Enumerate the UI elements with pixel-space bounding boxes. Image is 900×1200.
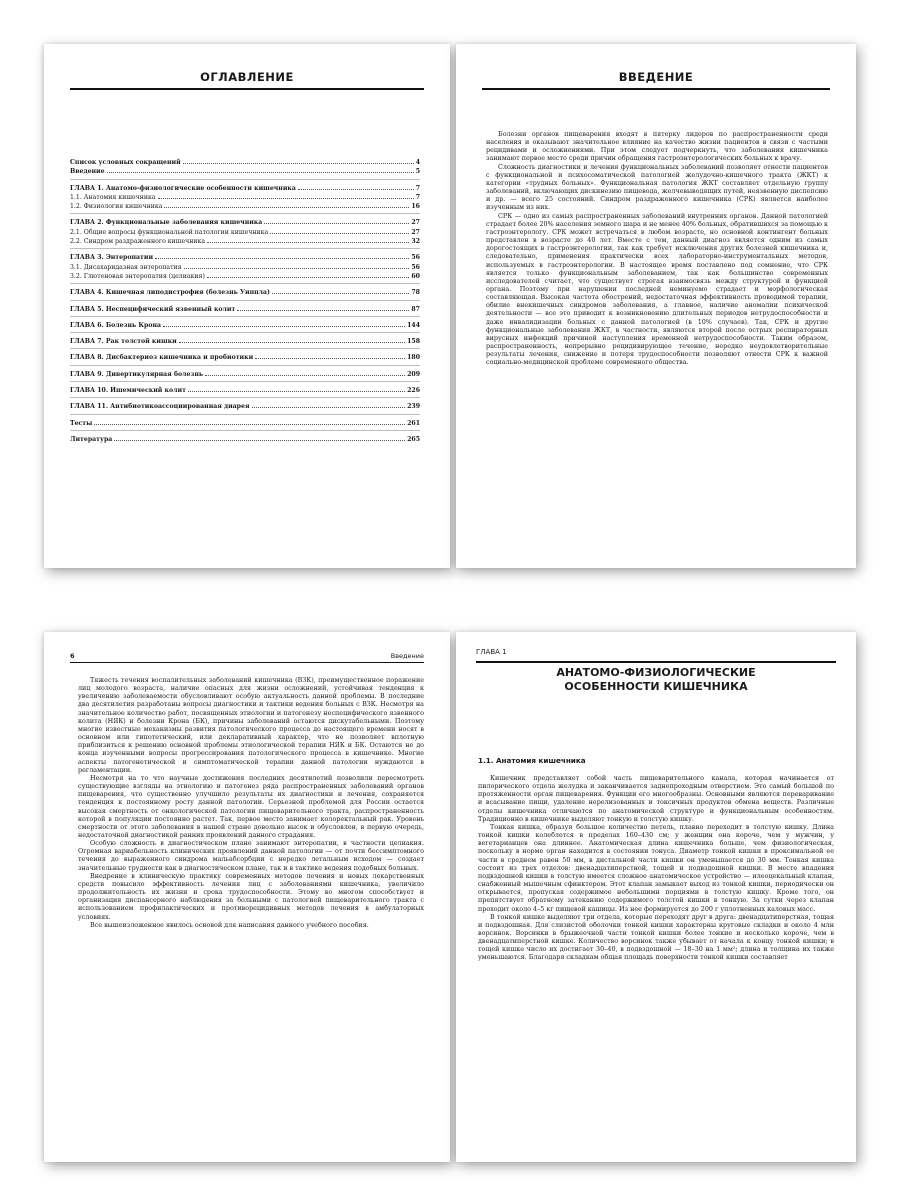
toc-entry[interactable] [70,184,420,193]
chapter1-paragraph: Тонкая кишка, образуя большое количество петель, плавно переходит в толстую кишку. Длина тонкой кишки колеблется в пределах 160–430 см; у женщин она короче, чем у мужчин, у вегетарианцев она длиннее. Анатомическая длина кишечника больше, чем физиологическая, поскольку в норме орган находится в состоянии тонуса. Диаметр тонкой кишки в проксимальной ее части в среднем равен 50 мм, в дистальной части кишки он уменьшается до 30 мм. Тонкая кишка состоит из трех отделов: двенадцатиперстной, тощей и подвздошной кишки. В месте впадения подвздошной кишки в толстую имеется сложное анатомическое устройство — илеоцекальный клапан, снабженный мышечным сфинктером. Этот клапан замыкает выход из тонкой кишки, периодически он открывается, пропуская содержимое небольшими порциями в толстую кишку. Кроме того, он препятствует обратному затеканию содержимого толстой кишки в тонкую. За сутки через клапан проходит около 4–5 кг пищевой кашицы. Из нее формируется до 200 г уплотненных каловых масс. [478,822,834,913]
toc-entry-title: ГЛАВА 4. Кишечная липодистрофия (болезнь Уиппла) [70,289,270,297]
toc-entry-page: 261 [407,419,420,427]
toc-leader-dots [188,386,405,392]
toc-entry-title: ГЛАВА 5. Неспецифический язвенный колит [70,305,236,313]
toc-entry-page: 32 [411,238,420,246]
toc-leader-dots [155,253,409,259]
intro-paragraph: Сложность диагностики и лечения функциональных заболеваний позволяет отнести пациентов с функциональной и психосоматической патологией желудочно-кишечного тракта (ЖКТ) к категории «трудных больных». Функциональная патология ЖКТ составляет отдельную группу заболеваний, включающих дискинезию пищевода, желчевыводящих путей, неязвенную диспепсию и др. — всего 25 состояний. Синдром раздраженного кишечника (СРК) является наиболее изученным из них. [486,162,828,212]
toc-leader-dots [252,402,406,408]
toc-entry-page: 56 [411,263,420,271]
toc-entry[interactable] [70,167,420,176]
running-head-title: Введение [390,652,424,660]
toc-entry[interactable] [70,402,420,411]
toc-entry-title: Литература [70,435,113,443]
intro-paragraph: Болезни органов пищеварения входят в пятерку лидеров по распространенности среди населения и оказывают значительное влияние на качество жизни пациентов в связи с частыми рецидивами и осложнениями. При этом следует подчеркнуть, что заболевания кишечника занимают первое место среди причин обращения гастроэнтерологических больных к врачу. [486,130,828,163]
toc-leader-dots [207,272,410,278]
toc-entry[interactable] [70,353,420,362]
toc-entry[interactable] [70,370,420,379]
toc-divider [70,348,420,352]
toc-entry-page: 7 [415,184,420,192]
toc-divider [70,316,420,320]
toc-entry-page: 158 [407,338,420,346]
toc-entry[interactable] [70,419,420,428]
toc-leader-dots [107,167,414,173]
toc-entry-title: 2.1. Общие вопросы функциональной патологии кишечника [70,228,269,236]
toc-leader-dots [272,288,409,294]
toc-entry-title: ГЛАВА 2. Функциональные заболевания кишечника [70,219,263,227]
toc-leader-dots [163,321,405,327]
toc-entry[interactable] [70,337,420,346]
toc-divider [70,213,420,217]
toc-entry-page: 60 [411,272,420,280]
toc-leader-dots [94,419,405,425]
toc-entry-title: Тесты [70,419,93,427]
toc-entry-title: ГЛАВА 11. Антибиотикоассоциированная диарея [70,403,250,411]
chapter1-paragraph: Кишечник представляет собой часть пищеварительного канала, которая начинается от пилорического отдела желудка и заканчивается заднепроходным отверстием. Это самый большой по протяженности орган пищеварения. Функции его многообразны. Основными являются переваривание и всасывание пищи, удаление нерелизованных и токсичных продуктов обмена веществ. Различные отделы кишечника отличаются по анатомической структуре и функциональным особенностям. Традиционно в кишечнике выделяют тонкую и толстую кишку. [478,774,834,823]
chapter-title-line: АНАТОМО-ФИЗИОЛОГИЧЕСКИЕ [556,666,756,679]
toc-entry-title: ГЛАВА 7. Рак толстой кишки [70,338,177,346]
toc-entry-title: 3.1. Дисахаридазная энтеропатия [70,263,182,271]
toc-entry[interactable] [70,321,420,330]
toc-entry-page: 16 [411,203,420,211]
toc-entry-title: ГЛАВА 1. Анатомо-физиологические особенности кишечника [70,184,296,192]
toc-entry-page: 180 [407,354,420,362]
toc-divider [70,381,420,385]
toc-leader-dots [179,337,405,343]
intro-page [456,44,856,568]
toc-leader-dots [114,435,405,441]
toc-entry-title: ГЛАВА 3. Энтеропатии [70,254,154,262]
toc-entry-page: 226 [407,387,420,395]
section-title: 1.1. Анатомия кишечника [478,756,586,765]
chapter1-paragraph: В тонкой кишке выделяют три отдела, которые переходят друг в друга: двенадцатиперстная, тощая и подвздошная. Для слизистой оболочки тонкой кишки характерны круговые складки и около 4 млн ворсинок. Ворсинки в брыжеечной части тонкой кишки более тонкие и несколько короче, чем в двенадцатиперстной кишке. Количество ворсинок также убывает от начала к концу тонкой кишки; в тощей кишке число их достигает 30–40, в подвздошной — 18–30 на 1 мм²; длина и толщина их также уменьшаются. Благодаря складкам общая площадь поверхности тонкой кишки составляет [478,912,834,962]
toc-entry-title: Введение [70,168,105,176]
toc-entry-title: Список условных сокращений [70,159,181,166]
chapter-title [476,666,836,694]
toc-entry[interactable] [70,272,420,281]
toc-entry[interactable] [70,386,420,395]
toc-divider [70,248,420,252]
toc-leader-dots [255,353,405,359]
toc-entry[interactable] [70,288,420,297]
toc-divider [70,414,420,418]
toc-entry[interactable] [70,193,420,202]
toc-leader-dots [183,158,414,164]
toc-leader-dots [207,237,409,243]
toc-entry-title: ГЛАВА 9. Дивертикулярная болезнь [70,370,204,378]
intro-heading: ВВЕДЕНИЕ [482,70,830,90]
toc-entry-page: 27 [411,228,420,236]
toc-entry[interactable] [70,202,420,211]
toc-entry-title: ГЛАВА 6. Болезнь Крона [70,321,161,329]
toc-entry-page: 265 [407,435,420,443]
intro-cont-page [44,632,450,1162]
intro-cont-paragraph: Особую сложность в диагностическом плане занимают энтеропатии, в частности целиакия. Огромная вариабельность клинических проявлений данной патологии — от почти бессимптомного течения до выраженного синдрома мальабсорбции с нередко летальным исходом — создает значительные трудности как в диагностическом плане, так и в тактике ведения подобных больных. [78,839,424,872]
toc-page [44,44,450,568]
toc-entry-page: 4 [415,159,420,166]
toc-leader-dots [158,193,414,199]
toc-divider [70,179,420,183]
toc-entry-page: 239 [407,403,420,411]
intro-text [486,130,828,367]
toc-entry-title: ГЛАВА 10. Ишемический колит [70,387,186,395]
toc-leader-dots [164,202,409,208]
page-number: 6 [70,652,75,660]
intro-cont-paragraph: Тяжесть течения воспалительных заболеваний кишечника (ВЗК), преимущественное поражение лиц молодого возраста, наличие опасных для жизни осложнений, устойчивая тенденция к увеличению заболеваемости обусловливают особую актуальность данной проблемы. В последние два десятилетия разработаны вопросы диагностики и тактики ведения больных с ВЗК. Несмотря на значительное количество работ, посвященных этиологии и патогенезу неспецифического язвенного колита (НЯК) и болезни Крона (БК), причины заболеваний остаются дискутабельными. Поэтому многие известные механизмы развития патологического процесса до настоящего времени носят в основном или гипотетический, или декларативный характер, что не позволяет вплотную приблизиться к решению основной проблемы этиологической терапии НЯК и БК. Остаются не до конца изученными вопросы прогрессирования патологического процесса в кишечнике. Многие аспекты патогенетической и симптоматической терапии данной патологии нуждаются в регламентации. [78,676,424,774]
toc-leader-dots [237,305,409,311]
intro-cont-paragraph: Несмотря на то что научные достижения последних десятилетий позволили пересмотреть существующие взгляды на этиологию и патогенез ряда распространенных заболеваний органов пищеварения, что существенно улучшило результаты их диагностики и лечения, сохраняется тенденция к постоянному росту данной патологии. Серьезной проблемой для России остается высокая смертность от онкологической патологии пищеварительного тракта, распространенность которой в популяции постоянно растет. Так, первое место занимает колоректальный рак. Уровень смертности от этого заболевания в нашей стране довольно высок и обусловлен, в первую очередь, недостаточной диагностикой ранних проявлений данного страдания. [78,773,424,839]
toc-leader-dots [298,184,414,190]
running-head [70,652,424,663]
chapter-title-line: ОСОБЕННОСТИ КИШЕЧНИКА [564,680,748,693]
toc-entry[interactable] [70,263,420,272]
toc-heading: ОГЛАВЛЕНИЕ [70,70,424,90]
toc-entry-page: 78 [411,289,420,297]
intro-cont-paragraph: Внедрение в клиническую практику современных методов лечения и новых лекарственных средств повысило эффективность лечения лиц с заболеваниями кишечника, увеличило продолжительность их жизни и срока трудоспособности. Этому во многом способствует и организация диспансерного наблюдения за больными с патологией пищеварительного тракта с использованием профилактических и противорецидивных методов лечения в амбулаторных условиях. [78,871,424,921]
toc-divider [70,430,420,434]
chapter-label: ГЛАВА 1 [476,648,507,656]
toc-leader-dots [264,218,409,224]
toc-leader-dots [205,370,405,376]
toc-leader-dots [270,228,409,234]
toc-entry-page: 7 [415,193,420,201]
toc-entry-title: 2.2. Синдром раздраженного кишечника [70,238,206,246]
toc-entry[interactable] [70,305,420,314]
intro-paragraph: СРК — одно из самых распространенных заболеваний внутренних органов. Данной патологией страдает более 20% населения земного шара и не менее 40% больных, обратившихся за помощью к гастроэнтерологу. СРК может встречаться в любом возрасте, но основной контингент больных представлен в возрасте до 40 лет. Вместе с тем, данный диагноз является одним из самых дорогостоящих в гастроэнтерологии, так как требует исключения других болезней кишечника и, следовательно, применения практически всех лабораторно-инструментальных методов, используемых в гастроэнтерологии. В настоящее время поставлено под сомнение, что СРК является только функциональным заболеванием, так как большинство современных исследователей считает, что существует строгая взаимосвязь между структурой и функцией органа. Поэтому при нарушении последней неминуемо страдает и морфологическая составляющая. Высокая частота обострений, недостаточная эффективность проводимой терапии, обилие внекишечных синдромов заболевания, а главное, наличие аномалии психической деятельности — все это приводит к возникновению длительных периодов нетрудоспособности и даже инвалидизации больных с данной патологией (в 10% случаев). Так, СРК и другие функциональные заболевания ЖКТ, в частности, являются второй после острых респираторных вирусных инфекций причиной наступления временной нетрудоспособности. Таким образом, распространенность, непрерывно рецидивирующее течение, нередко неудовлетворительные результаты лечения, снижение и потеря трудоспособности позволяют отнести СРК к важной социально-медицинской проблеме современного общества. [486,211,828,367]
toc-entry-page: 27 [411,219,420,227]
toc-entry[interactable] [70,218,420,227]
toc-divider [70,397,420,401]
chapter-rule [476,661,836,663]
toc-entry-page: 144 [407,321,420,329]
toc-entry[interactable] [70,228,420,237]
intro-cont-paragraph: Все вышеизложенное явилось основой для написания данного учебного пособия. [90,920,369,929]
toc-entry-title: 1.1. Анатомия кишечника [70,193,156,201]
toc-entry-page: 87 [411,305,420,313]
toc-entry[interactable] [70,253,420,262]
toc-leader-dots [184,263,410,269]
toc-divider [70,332,420,336]
toc-entry-title: 1.2. Физиология кишечника [70,203,163,211]
toc-entry-title: ГЛАВА 8. Дисбактериоз кишечника и пробиотики [70,354,254,362]
chapter1-page [456,632,856,1162]
toc-entry-page: 209 [407,370,420,378]
toc-divider [70,283,420,287]
chapter1-text [478,774,834,962]
toc-entry[interactable] [70,158,420,167]
toc-list [70,158,420,444]
toc-entry-page: 56 [411,254,420,262]
toc-entry[interactable] [70,435,420,444]
toc-entry[interactable] [70,237,420,246]
intro-cont-text [78,676,424,929]
toc-entry-page: 5 [415,168,420,176]
toc-divider [70,365,420,369]
toc-divider [70,300,420,304]
toc-entry-title: 3.2. Глютеновая энтеропатия (целиакия) [70,272,205,280]
